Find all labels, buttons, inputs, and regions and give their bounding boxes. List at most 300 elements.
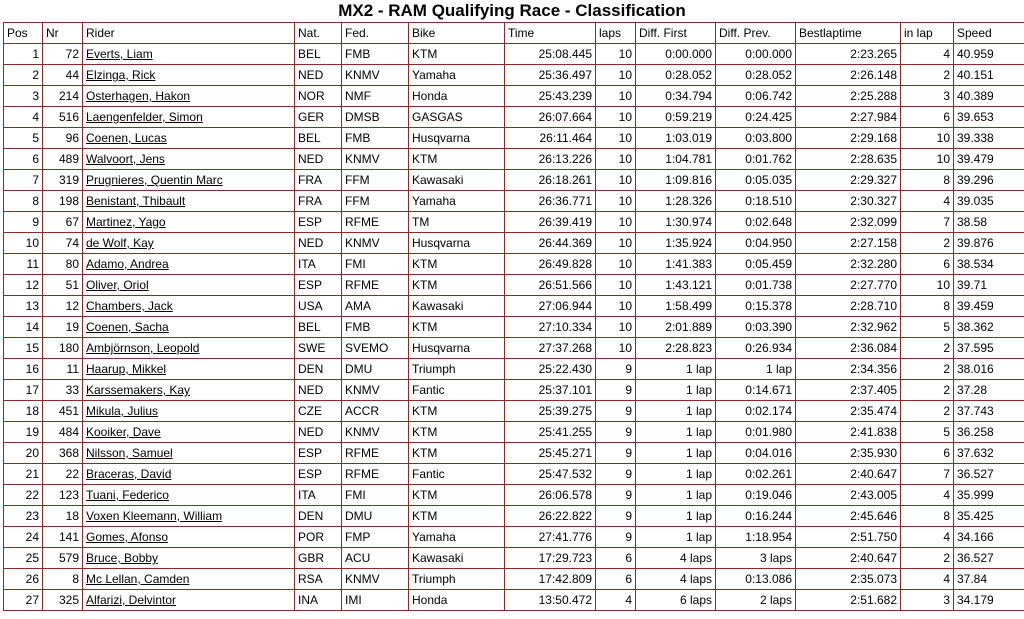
cell-bestlaptime: 2:51.750: [796, 527, 901, 548]
cell-in-lap: 4: [901, 485, 954, 506]
cell-rider: [83, 170, 295, 191]
cell-nr: 67: [43, 212, 83, 233]
cell-nat: BEL: [295, 317, 342, 338]
cell-nat: POR: [295, 527, 342, 548]
cell-speed: 38.362: [954, 317, 1024, 338]
cell-laps: 9: [596, 485, 636, 506]
col-header-rider: Rider: [83, 23, 295, 44]
cell-diff-first: 1:43.121: [636, 275, 716, 296]
cell-nr: 74: [43, 233, 83, 254]
col-header-laps: laps: [596, 23, 636, 44]
table-row: [4, 359, 1024, 380]
cell-bestlaptime: 2:40.647: [796, 548, 901, 569]
cell-bestlaptime: 2:30.327: [796, 191, 901, 212]
col-header-nat: Nat.: [295, 23, 342, 44]
cell-fed: IMI: [342, 590, 409, 611]
cell-laps: 10: [596, 65, 636, 86]
cell-speed: 40.151: [954, 65, 1024, 86]
classification-rows: [4, 44, 1024, 611]
cell-laps: 9: [596, 380, 636, 401]
table-row: [4, 107, 1024, 128]
cell-rider: [83, 275, 295, 296]
cell-pos: 13: [4, 296, 43, 317]
cell-pos: 24: [4, 527, 43, 548]
cell-diff-prev: 3 laps: [716, 548, 796, 569]
cell-diff-first: 0:34.794: [636, 86, 716, 107]
table-row: [4, 401, 1024, 422]
rider-link[interactable]: Tuani, Federico: [86, 488, 169, 502]
cell-pos: 9: [4, 212, 43, 233]
cell-speed: 39.653: [954, 107, 1024, 128]
cell-nat: ESP: [295, 212, 342, 233]
cell-bestlaptime: 2:27.770: [796, 275, 901, 296]
cell-laps: 10: [596, 212, 636, 233]
cell-in-lap: 2: [901, 359, 954, 380]
cell-diff-first: 0:00.000: [636, 44, 716, 65]
cell-bestlaptime: 2:35.930: [796, 443, 901, 464]
cell-fed: SVEMO: [342, 338, 409, 359]
cell-speed: 38.016: [954, 359, 1024, 380]
rider-link[interactable]: Nilsson, Samuel: [86, 446, 173, 460]
cell-pos: 19: [4, 422, 43, 443]
cell-nr: 180: [43, 338, 83, 359]
cell-in-lap: 3: [901, 590, 954, 611]
cell-bestlaptime: 2:32.962: [796, 317, 901, 338]
table-row: [4, 65, 1024, 86]
table-row: [4, 464, 1024, 485]
rider-link[interactable]: Everts, Liam: [86, 47, 153, 61]
cell-diff-first: 6 laps: [636, 590, 716, 611]
cell-fed: KNMV: [342, 233, 409, 254]
cell-nr: 96: [43, 128, 83, 149]
cell-nr: 451: [43, 401, 83, 422]
rider-link[interactable]: Oliver, Oriol: [86, 278, 149, 292]
cell-bestlaptime: 2:37.405: [796, 380, 901, 401]
cell-diff-prev: 0:02.174: [716, 401, 796, 422]
cell-pos: 25: [4, 548, 43, 569]
cell-diff-first: 4 laps: [636, 548, 716, 569]
cell-fed: NMF: [342, 86, 409, 107]
cell-diff-prev: 1:18.954: [716, 527, 796, 548]
cell-fed: ACU: [342, 548, 409, 569]
cell-pos: 14: [4, 317, 43, 338]
cell-speed: 36.258: [954, 422, 1024, 443]
cell-diff-first: 1 lap: [636, 422, 716, 443]
cell-bike: KTM: [409, 485, 505, 506]
cell-nat: DEN: [295, 506, 342, 527]
cell-pos: 8: [4, 191, 43, 212]
rider-link[interactable]: Bruce, Bobby: [86, 551, 159, 565]
cell-diff-first: 0:59.219: [636, 107, 716, 128]
cell-time: 26:18.261: [505, 170, 596, 191]
cell-laps: 10: [596, 233, 636, 254]
cell-laps: 6: [596, 569, 636, 590]
cell-pos: 16: [4, 359, 43, 380]
cell-time: 26:11.464: [505, 128, 596, 149]
cell-diff-prev: 0:01.762: [716, 149, 796, 170]
cell-fed: DMU: [342, 359, 409, 380]
cell-bike: Yamaha: [409, 527, 505, 548]
cell-nr: 72: [43, 44, 83, 65]
cell-laps: 10: [596, 170, 636, 191]
cell-rider: [83, 44, 295, 65]
cell-laps: 9: [596, 464, 636, 485]
cell-bike: GASGAS: [409, 107, 505, 128]
rider-link[interactable]: Coenen, Sacha: [86, 320, 169, 334]
rider-link[interactable]: Coenen, Lucas: [86, 131, 167, 145]
rider-link[interactable]: Haarup, Mikkel: [86, 362, 167, 376]
cell-time: 17:29.723: [505, 548, 596, 569]
cell-fed: FMB: [342, 317, 409, 338]
cell-nat: FRA: [295, 170, 342, 191]
cell-rider: [83, 86, 295, 107]
cell-nr: 51: [43, 275, 83, 296]
cell-diff-first: 0:28.052: [636, 65, 716, 86]
rider-link[interactable]: Karssemakers, Kay: [86, 383, 191, 397]
cell-bestlaptime: 2:25.288: [796, 86, 901, 107]
cell-in-lap: 7: [901, 464, 954, 485]
cell-diff-prev: 0:24.425: [716, 107, 796, 128]
cell-fed: RFME: [342, 212, 409, 233]
cell-nr: 8: [43, 569, 83, 590]
cell-pos: 10: [4, 233, 43, 254]
cell-rider: [83, 485, 295, 506]
rider-link[interactable]: Mikula, Julius: [86, 404, 159, 418]
cell-diff-prev: 0:02.648: [716, 212, 796, 233]
cell-nat: ESP: [295, 275, 342, 296]
cell-diff-first: 1 lap: [636, 506, 716, 527]
cell-diff-prev: 0:05.459: [716, 254, 796, 275]
cell-rider: [83, 191, 295, 212]
cell-in-lap: 4: [901, 44, 954, 65]
cell-bestlaptime: 2:45.646: [796, 506, 901, 527]
cell-nat: INA: [295, 590, 342, 611]
rider-link[interactable]: de Wolf, Kay: [86, 236, 154, 250]
cell-laps: 10: [596, 128, 636, 149]
table-row: [4, 317, 1024, 338]
rider-link[interactable]: Ambjörnson, Leopold: [86, 341, 200, 355]
cell-nr: 325: [43, 590, 83, 611]
cell-pos: 2: [4, 65, 43, 86]
cell-diff-prev: 0:14.671: [716, 380, 796, 401]
cell-diff-first: 1:30.974: [636, 212, 716, 233]
cell-bike: KTM: [409, 401, 505, 422]
cell-bike: KTM: [409, 317, 505, 338]
cell-time: 25:45.271: [505, 443, 596, 464]
cell-nr: 18: [43, 506, 83, 527]
cell-time: 27:41.776: [505, 527, 596, 548]
cell-diff-prev: 0:13.086: [716, 569, 796, 590]
cell-rider: [83, 569, 295, 590]
cell-speed: 39.479: [954, 149, 1024, 170]
cell-nat: NED: [295, 233, 342, 254]
cell-laps: 9: [596, 359, 636, 380]
cell-speed: 39.71: [954, 275, 1024, 296]
cell-in-lap: 2: [901, 233, 954, 254]
cell-fed: RFME: [342, 443, 409, 464]
cell-bike: Honda: [409, 590, 505, 611]
table-row: [4, 506, 1024, 527]
cell-time: 26:22.822: [505, 506, 596, 527]
cell-rider: [83, 233, 295, 254]
cell-time: 27:37.268: [505, 338, 596, 359]
rider-link[interactable]: Elzinga, Rick: [86, 68, 156, 82]
cell-bike: Yamaha: [409, 65, 505, 86]
rider-link[interactable]: Braceras, David: [86, 467, 172, 481]
cell-pos: 5: [4, 128, 43, 149]
rider-link[interactable]: Laengenfelder, Simon: [86, 110, 203, 124]
cell-rider: [83, 254, 295, 275]
cell-bestlaptime: 2:27.984: [796, 107, 901, 128]
cell-diff-prev: 0:01.738: [716, 275, 796, 296]
cell-diff-prev: 0:03.800: [716, 128, 796, 149]
cell-fed: KNMV: [342, 149, 409, 170]
cell-diff-first: 1 lap: [636, 464, 716, 485]
cell-bike: Fantic: [409, 464, 505, 485]
cell-bike: Kawasaki: [409, 296, 505, 317]
cell-rider: [83, 506, 295, 527]
cell-bestlaptime: 2:51.682: [796, 590, 901, 611]
cell-bestlaptime: 2:28.635: [796, 149, 901, 170]
cell-fed: FMB: [342, 128, 409, 149]
col-header-bike: Bike: [409, 23, 505, 44]
cell-rider: [83, 443, 295, 464]
page-title: MX2 - RAM Qualifying Race - Classification: [338, 1, 686, 20]
cell-in-lap: 5: [901, 317, 954, 338]
cell-speed: 37.632: [954, 443, 1024, 464]
rider-link[interactable]: Gomes, Afonso: [86, 530, 169, 544]
cell-laps: 4: [596, 590, 636, 611]
table-row: [4, 485, 1024, 506]
header-row: [4, 23, 1024, 44]
cell-nr: 214: [43, 86, 83, 107]
cell-fed: RFME: [342, 464, 409, 485]
cell-speed: 36.527: [954, 548, 1024, 569]
cell-in-lap: 2: [901, 65, 954, 86]
cell-diff-prev: 0:03.390: [716, 317, 796, 338]
col-header-bestlaptime: Bestlaptime: [796, 23, 901, 44]
cell-laps: 10: [596, 317, 636, 338]
cell-rider: [83, 527, 295, 548]
cell-diff-prev: 0:00.000: [716, 44, 796, 65]
cell-pos: 11: [4, 254, 43, 275]
rider-link[interactable]: Alfarizi, Delvintor: [86, 593, 177, 607]
cell-laps: 10: [596, 191, 636, 212]
rider-link[interactable]: Walvoort, Jens: [86, 152, 165, 166]
cell-diff-first: 1:28.326: [636, 191, 716, 212]
cell-diff-prev: 0:06.742: [716, 86, 796, 107]
cell-diff-prev: 0:04.016: [716, 443, 796, 464]
cell-laps: 9: [596, 443, 636, 464]
cell-nat: ITA: [295, 254, 342, 275]
cell-bike: Kawasaki: [409, 170, 505, 191]
cell-nr: 141: [43, 527, 83, 548]
cell-rider: [83, 128, 295, 149]
cell-nat: NED: [295, 422, 342, 443]
cell-time: 26:06.578: [505, 485, 596, 506]
table-row: [4, 590, 1024, 611]
cell-fed: AMA: [342, 296, 409, 317]
cell-diff-first: 1 lap: [636, 485, 716, 506]
cell-diff-prev: 0:01.980: [716, 422, 796, 443]
cell-pos: 18: [4, 401, 43, 422]
cell-bestlaptime: 2:35.073: [796, 569, 901, 590]
table-row: [4, 548, 1024, 569]
cell-in-lap: 4: [901, 191, 954, 212]
table-row: [4, 254, 1024, 275]
cell-rider: [83, 149, 295, 170]
cell-bestlaptime: 2:41.838: [796, 422, 901, 443]
cell-in-lap: 10: [901, 128, 954, 149]
cell-speed: 34.166: [954, 527, 1024, 548]
cell-nat: ESP: [295, 464, 342, 485]
cell-diff-prev: 2 laps: [716, 590, 796, 611]
cell-time: 17:42.809: [505, 569, 596, 590]
cell-nr: 123: [43, 485, 83, 506]
table-row: [4, 380, 1024, 401]
cell-laps: 10: [596, 338, 636, 359]
table-row: [4, 86, 1024, 107]
cell-speed: 39.876: [954, 233, 1024, 254]
table-row: [4, 233, 1024, 254]
cell-rider: [83, 212, 295, 233]
cell-pos: 27: [4, 590, 43, 611]
cell-fed: KNMV: [342, 422, 409, 443]
cell-laps: 9: [596, 401, 636, 422]
table-row: [4, 44, 1024, 65]
cell-in-lap: 2: [901, 380, 954, 401]
cell-diff-prev: 0:19.046: [716, 485, 796, 506]
col-header-diff-prev: Diff. Prev.: [716, 23, 796, 44]
cell-speed: 38.58: [954, 212, 1024, 233]
cell-bestlaptime: 2:26.148: [796, 65, 901, 86]
table-row: [4, 527, 1024, 548]
rider-link[interactable]: Chambers, Jack: [86, 299, 173, 313]
cell-nat: DEN: [295, 359, 342, 380]
cell-bestlaptime: 2:40.647: [796, 464, 901, 485]
cell-speed: 39.338: [954, 128, 1024, 149]
cell-laps: 10: [596, 86, 636, 107]
rider-link[interactable]: Prugnieres, Quentin Marc: [86, 173, 223, 187]
cell-diff-prev: 0:05.035: [716, 170, 796, 191]
cell-bike: Honda: [409, 86, 505, 107]
cell-bike: KTM: [409, 506, 505, 527]
cell-nr: 33: [43, 380, 83, 401]
table-row: [4, 128, 1024, 149]
rider-link[interactable]: Martinez, Yago: [86, 215, 166, 229]
cell-in-lap: 3: [901, 86, 954, 107]
cell-time: 25:36.497: [505, 65, 596, 86]
cell-nr: 489: [43, 149, 83, 170]
cell-time: 25:47.532: [505, 464, 596, 485]
cell-diff-prev: 0:26.934: [716, 338, 796, 359]
cell-speed: 37.84: [954, 569, 1024, 590]
cell-pos: 3: [4, 86, 43, 107]
cell-nr: 516: [43, 107, 83, 128]
cell-speed: 40.389: [954, 86, 1024, 107]
cell-fed: FMI: [342, 485, 409, 506]
cell-bestlaptime: 2:32.099: [796, 212, 901, 233]
cell-bike: KTM: [409, 275, 505, 296]
cell-bestlaptime: 2:43.005: [796, 485, 901, 506]
cell-nat: ITA: [295, 485, 342, 506]
cell-speed: 39.035: [954, 191, 1024, 212]
col-header-time: Time: [505, 23, 596, 44]
cell-nr: 19: [43, 317, 83, 338]
classification-table: [3, 22, 1024, 611]
cell-speed: 35.425: [954, 506, 1024, 527]
cell-pos: 15: [4, 338, 43, 359]
col-header-pos: Pos: [4, 23, 43, 44]
cell-laps: 9: [596, 506, 636, 527]
table-row: [4, 212, 1024, 233]
table-row: [4, 296, 1024, 317]
cell-rider: [83, 590, 295, 611]
table-row: [4, 569, 1024, 590]
cell-diff-first: 1:09.816: [636, 170, 716, 191]
cell-rider: [83, 401, 295, 422]
cell-time: 25:37.101: [505, 380, 596, 401]
cell-speed: 38.534: [954, 254, 1024, 275]
cell-bestlaptime: 2:29.327: [796, 170, 901, 191]
cell-bike: Husqvarna: [409, 233, 505, 254]
cell-in-lap: 10: [901, 149, 954, 170]
cell-in-lap: 5: [901, 422, 954, 443]
rider-link[interactable]: Voxen Kleemann, William: [86, 509, 223, 523]
rider-link[interactable]: Kooiker, Dave: [86, 425, 161, 439]
rider-link[interactable]: Adamo, Andrea: [86, 257, 169, 271]
cell-time: 25:22.430: [505, 359, 596, 380]
cell-fed: DMSB: [342, 107, 409, 128]
cell-bike: Triumph: [409, 359, 505, 380]
cell-bike: Husqvarna: [409, 338, 505, 359]
cell-nr: 579: [43, 548, 83, 569]
cell-in-lap: 6: [901, 254, 954, 275]
cell-fed: ACCR: [342, 401, 409, 422]
cell-diff-first: 1:58.499: [636, 296, 716, 317]
cell-speed: 36.527: [954, 464, 1024, 485]
rider-link[interactable]: Benistant, Thibault: [86, 194, 186, 208]
cell-diff-first: 1 lap: [636, 443, 716, 464]
rider-link[interactable]: Mc Lellan, Camden: [86, 572, 190, 586]
cell-time: 26:13.226: [505, 149, 596, 170]
cell-rider: [83, 107, 295, 128]
cell-bestlaptime: 2:34.356: [796, 359, 901, 380]
cell-nr: 80: [43, 254, 83, 275]
cell-diff-prev: 0:18.510: [716, 191, 796, 212]
cell-rider: [83, 338, 295, 359]
cell-bestlaptime: 2:23.265: [796, 44, 901, 65]
cell-bestlaptime: 2:36.084: [796, 338, 901, 359]
cell-rider: [83, 359, 295, 380]
cell-pos: 1: [4, 44, 43, 65]
cell-bestlaptime: 2:32.280: [796, 254, 901, 275]
rider-link[interactable]: Osterhagen, Hakon: [86, 89, 191, 103]
cell-time: 26:39.419: [505, 212, 596, 233]
cell-diff-first: 1:35.924: [636, 233, 716, 254]
cell-speed: 37.743: [954, 401, 1024, 422]
cell-nat: SWE: [295, 338, 342, 359]
cell-laps: 10: [596, 254, 636, 275]
col-header-nr: Nr: [43, 23, 83, 44]
cell-bike: KTM: [409, 44, 505, 65]
cell-time: 25:08.445: [505, 44, 596, 65]
cell-in-lap: 2: [901, 548, 954, 569]
cell-laps: 10: [596, 296, 636, 317]
cell-pos: 20: [4, 443, 43, 464]
cell-laps: 10: [596, 107, 636, 128]
cell-speed: 37.595: [954, 338, 1024, 359]
